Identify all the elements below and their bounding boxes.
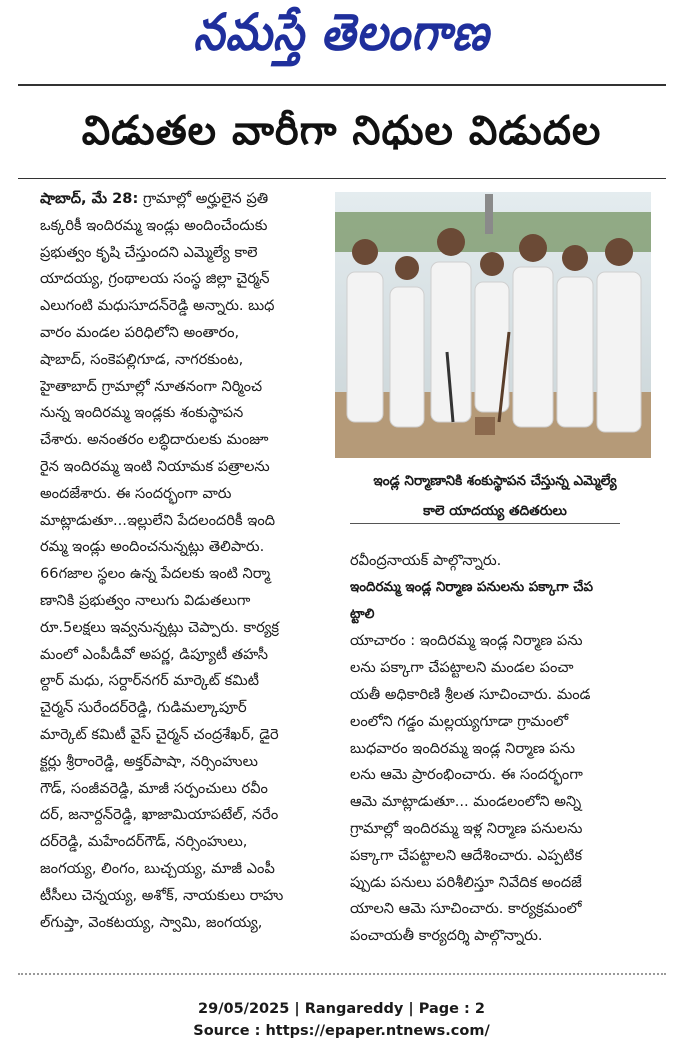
article-text-line: ఆమె మాట్లాడుతూ... మండలంలోని అన్ని <box>350 793 582 811</box>
article-text-line: 66గజాల స్థలం ఉన్న పేదలకు ఇంటి నిర్మా <box>40 565 271 583</box>
article-text-line: వారం మండల పరిధిలోని అంతారం, <box>40 323 240 341</box>
article-text-line: లను ఆమె ప్రారంభించారు. ఈ సందర్భంగా <box>350 766 583 784</box>
article-text-line: రూ.5లక్షలు ఇవ్వనున్నట్లు చెప్పారు. కార్యక్ర <box>40 618 280 636</box>
article-text-line: రైన ఇందిరమ్మ ఇంటి నియామక పత్రాలను <box>40 457 270 475</box>
article-text-line: జంగయ్య, లింగం, బుచ్చయ్య, మాజీ ఎంపీ <box>40 859 275 877</box>
dateline: షాబాద్, మే 28: <box>40 190 139 207</box>
article-text-line: షాబాద్, సంకెపల్లిగూడ, నాగరకుంట, <box>40 350 244 368</box>
article-text-line: గౌడ్, సంజీవరెడ్డి, మాజీ సర్పంచులు రవీం <box>40 779 268 797</box>
masthead-divider <box>18 84 666 86</box>
article-first-line <box>40 186 328 213</box>
article-text-line: ణానికి ప్రభుత్వం నాలుగు విడుతలుగా <box>40 591 251 609</box>
article-text-line: పంచాయతీ కార్యదర్శి పాల్గొన్నారు. <box>350 927 543 945</box>
page-bottom-divider <box>18 973 666 975</box>
article-text-line: గ్రామాల్లో అర్హులైన ప్రతి <box>142 190 269 207</box>
article-text-line: యతీ అధికారిణి శ్రీలత సూచించారు. మండ <box>350 685 591 703</box>
article-text-line: దర్‌రెడ్డి, మహేందర్‌గౌడ్, నర్సింహులు, <box>40 833 248 851</box>
article-text-line: గ్రామాల్లో ఇందిరమ్మ ఇళ్ల నిర్మాణ పనులను <box>350 819 583 837</box>
article-text-line: ప్రభుత్వం కృషి చేస్తుందని ఎమ్మెల్యే కాలె <box>40 243 258 261</box>
article-text-line: చైర్మన్ సురేందర్‌రెడ్డి, గుడిమల్కాపూర్ <box>40 699 247 717</box>
photo-caption-line: ఇండ్ల నిర్మాణానికి శంకుస్థాపన చేస్తున్న ఎమ్మెల్యే <box>373 473 617 489</box>
photo-caption <box>340 466 650 526</box>
article-text-line: మాట్లాడుతూ...ఇల్లులేని పేదలందరికీ ఇంది <box>40 511 276 529</box>
article-text-line: టీసీలు చెన్నయ్య, అశోక్, నాయకులు రాహు <box>40 886 284 904</box>
article-text-line: యాదయ్య, గ్రంథాలయ సంస్థ జిల్లా చైర్మన్ <box>40 270 270 288</box>
article-subhead: ఇందిరమ్మ ఇండ్ల నిర్మాణ పనులను పక్కాగా చేప <box>350 579 593 595</box>
footer-source: Source : https://epaper.ntnews.com/ <box>193 1023 490 1039</box>
article-text-line: రవీంద్రనాయక్ పాల్గొన్నారు. <box>350 552 502 569</box>
article-text-line: యాలని ఆమె సూచించారు. కార్యక్రమంలో <box>350 900 582 918</box>
article-text-line: మంలో ఎంపీడీవో అపర్ణ, డిప్యూటీ తహసీ <box>40 645 269 663</box>
article-text-line: ఎలుగంటి మధుసూదన్‌రెడ్డి అన్నారు. బుధ <box>40 297 275 315</box>
article-text-line: రమ్మ ఇండ్లు అందించనున్నట్లు తెలిపారు. <box>40 538 265 556</box>
article-column-left <box>40 186 328 936</box>
news-photo <box>335 192 651 458</box>
article-subhead: ట్టాలి <box>350 606 375 622</box>
article-text-line: లను పక్కాగా చేపట్టాలని మండల పంచా <box>350 659 574 677</box>
article-text-line: ల్దార్ మధు, సర్దార్‌నగర్ మార్కెట్ కమిటీ <box>40 672 259 690</box>
article-text-line: యాచారం : ఇందిరమ్మ ఇండ్ల నిర్మాణ పను <box>350 632 583 650</box>
newspaper-logo: నమస్తే తెలంగాణ <box>193 3 490 62</box>
headline-divider <box>18 178 666 179</box>
article-column-right <box>350 548 640 950</box>
article-headline: విడుతల వారీగా నిధుల విడుదల <box>81 108 602 154</box>
article-text-line: దర్, జనార్దన్‌రెడ్డి, ఖాజామియాపటేల్, నరేం <box>40 806 279 824</box>
page-footer <box>0 998 683 1042</box>
masthead <box>0 0 683 78</box>
article-text-line: ఒక్కరికీ ఇందిరమ్మ ఇండ్లు అందించేందుకు <box>40 216 268 234</box>
article-text-line: బుధవారం ఇందిరమ్మ ఇండ్ల నిర్మాణ పను <box>350 739 576 757</box>
article-text-line: క్టర్లు శ్రీరాంరెడ్డి, అక్తర్‌పాషా, నర్సింహులు <box>40 752 258 770</box>
caption-divider <box>350 523 620 524</box>
article-text-line: నున్న ఇందిరమ్మ ఇండ్లకు శంకుస్థాపన <box>40 404 244 422</box>
article-text-line: అందజేశారు. ఈ సందర్భంగా వారు <box>40 484 232 502</box>
article-text-line: హైతాబాద్ గ్రామాల్లో నూతనంగా నిర్మించ <box>40 377 263 395</box>
photo-caption-line: కాలె యాదయ్య తదితరులు <box>423 503 567 519</box>
footer-date-edition: 29/05/2025 | Rangareddy | Page : 2 <box>198 1001 485 1017</box>
photo-illustration <box>335 192 651 458</box>
article-text-line: మార్కెట్ కమిటీ వైస్ చైర్మన్ చంద్రశేఖర్, డైరె <box>40 725 279 743</box>
article-text-line: పక్కాగా చేపట్టాలని ఆదేశించారు. ఎప్పటిక <box>350 846 583 864</box>
article-text-line: లంలోని గడ్డం మల్లయ్యగూడా గ్రామంలో <box>350 712 569 730</box>
article-text-line: చేశారు. అనంతరం లబ్ధిదారులకు మంజూ <box>40 431 269 449</box>
article-text-line: ల్‌గుప్తా, వెంకటయ్య, స్వామి, జంగయ్య, <box>40 913 263 931</box>
article-text-line: ప్పుడు పనులు పరిశీలిస్తూ నివేదిక అందజే <box>350 873 582 891</box>
